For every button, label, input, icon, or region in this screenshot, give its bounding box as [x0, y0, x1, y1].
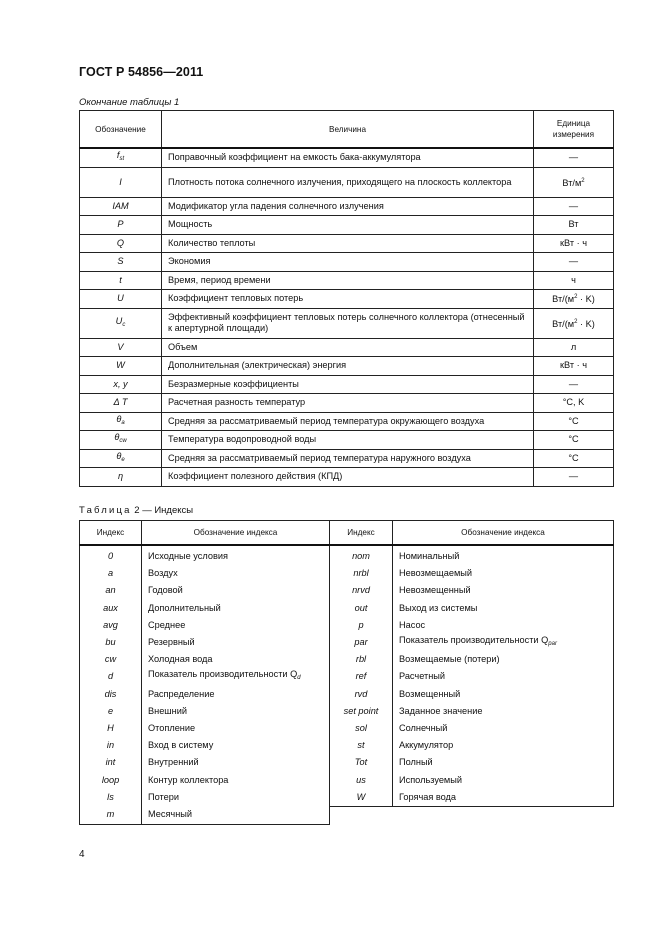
symbol-cell: [80, 253, 162, 272]
index-meaning-text: Среднее: [148, 619, 186, 630]
index-meaning-text: Возмещаемые (потери): [399, 654, 500, 665]
table-row: [80, 449, 614, 468]
symbol-text: P: [117, 219, 124, 230]
index-text: ref: [355, 671, 367, 682]
table-row: [80, 394, 614, 413]
index-meaning-cell-left: [142, 668, 330, 685]
unit-text: °C: [568, 434, 579, 445]
unit-tail: · K): [577, 294, 595, 305]
table-row: [80, 668, 614, 685]
symbol-cell: [80, 234, 162, 253]
symbol-cell: [80, 375, 162, 394]
quantity-cell: Средняя за рассматриваемый период температура наружного воздуха: [162, 449, 534, 468]
symbol-text: t: [119, 274, 122, 285]
table-row: [80, 431, 614, 450]
table-row: [80, 582, 614, 599]
index-cell-left: [80, 737, 142, 754]
index-meaning-subscript: par: [548, 641, 557, 648]
index-meaning-text: Вход в систему: [148, 740, 214, 751]
quantity-cell: Дополнительная (электрическая) энергия: [162, 357, 534, 376]
header-meaning-left: Обозначение индекса: [142, 521, 330, 546]
table-row: [80, 754, 614, 771]
index-meaning-cell-left: [142, 789, 330, 807]
index-text: rbl: [355, 654, 367, 665]
unit-cell: [534, 468, 614, 487]
table-row: [80, 375, 614, 394]
symbol-subscript: a: [121, 419, 125, 426]
symbol-cell: [80, 197, 162, 216]
index-meaning-text: Полный: [399, 757, 433, 768]
index-cell-left: [80, 789, 142, 807]
unit-text: —: [568, 152, 579, 163]
index-text: set point: [343, 705, 379, 716]
index-text: out: [354, 602, 368, 613]
unit-text: кВт · ч: [559, 237, 587, 248]
index-cell-left: [80, 651, 142, 668]
index-meaning-text: Холодная вода: [148, 654, 213, 665]
unit-text: Вт/(м: [552, 318, 575, 329]
index-meaning-text: Месячный: [148, 809, 193, 820]
index-cell-left: [80, 565, 142, 582]
index-text: int: [105, 757, 116, 768]
page-number: 4: [79, 849, 85, 860]
table-row: [80, 234, 614, 253]
index-meaning-cell-left: [142, 600, 330, 617]
index-meaning-text: Внешний: [148, 705, 188, 716]
symbol-cell: [80, 308, 162, 338]
quantity-cell: Время, период времени: [162, 271, 534, 290]
index-meaning-text: Дополнительный: [148, 602, 221, 613]
symbol-cell: [80, 216, 162, 235]
unit-cell: [534, 253, 614, 272]
unit-cell: [534, 375, 614, 394]
index-text: ls: [107, 791, 114, 802]
index-meaning-cell-left: [142, 545, 330, 565]
unit-cell: [534, 449, 614, 468]
index-meaning-cell-left: [142, 754, 330, 771]
index-meaning-cell-right: [393, 545, 614, 565]
index-meaning-cell-left: [142, 582, 330, 599]
unit-cell: [534, 394, 614, 413]
index-meaning-text: Отопление: [148, 722, 196, 733]
quantity-cell: Мощность: [162, 216, 534, 235]
header-symbol: Обозначение: [80, 111, 162, 149]
table-row: [80, 651, 614, 668]
symbol-cell: [80, 412, 162, 431]
index-cell-right: [330, 789, 393, 807]
index-meaning-text: Воздух: [148, 568, 178, 579]
unit-cell: [534, 234, 614, 253]
index-cell-left: [80, 545, 142, 565]
index-text: dis: [104, 688, 117, 699]
quantity-cell: Коэффициент полезного действия (КПД): [162, 468, 534, 487]
index-text: avg: [103, 619, 118, 630]
table-row: [80, 703, 614, 720]
unit-text: Вт/(м: [552, 294, 575, 305]
index-text: aux: [103, 602, 118, 613]
index-text: in: [106, 740, 115, 751]
unit-text: —: [568, 256, 579, 267]
symbol-text: η: [117, 471, 124, 482]
document-title: ГОСТ Р 54856—2011: [79, 65, 204, 79]
index-cell-right: [330, 754, 393, 771]
index-meaning-cell-right: [393, 634, 614, 651]
index-meaning-text: Выход из системы: [399, 602, 478, 613]
symbol-cell: [80, 357, 162, 376]
index-text: st: [357, 740, 365, 751]
symbol-cell: [80, 431, 162, 450]
index-cell-left: [80, 806, 142, 824]
symbol-text: S: [117, 256, 124, 267]
table-row: [80, 216, 614, 235]
index-text: Tot: [354, 757, 368, 768]
unit-text: Вт/м: [562, 177, 582, 188]
symbol-cell: [80, 290, 162, 309]
symbols-table: [79, 110, 614, 487]
symbol-text: θ: [116, 450, 122, 461]
table-row: [80, 197, 614, 216]
quantity-cell: Модификатор угла падения солнечного излучения: [162, 197, 534, 216]
table-row: [80, 148, 614, 167]
index-meaning-cell-right: [393, 617, 614, 634]
index-cell-right: [330, 703, 393, 720]
header-index-left: Индекс: [80, 521, 142, 546]
index-text: nom: [352, 551, 370, 562]
table-row: [80, 253, 614, 272]
table-row: [80, 565, 614, 582]
index-text: nrvd: [352, 585, 370, 596]
index-text: sol: [355, 722, 367, 733]
index-meaning-cell-right: [393, 789, 614, 807]
index-meaning-cell-right: [393, 668, 614, 685]
symbol-text: x, y: [113, 378, 128, 389]
index-meaning-text: Резервный: [148, 637, 195, 648]
table-row: [80, 468, 614, 487]
index-cell-left: [80, 582, 142, 599]
index-cell-right: [330, 651, 393, 668]
table-row: [80, 357, 614, 376]
table-row: [80, 308, 614, 338]
quantity-cell: Коэффициент тепловых потерь: [162, 290, 534, 309]
index-meaning-cell-left: [142, 651, 330, 668]
unit-cell: [534, 167, 614, 197]
table-row: [80, 720, 614, 737]
index-cell-left: [80, 617, 142, 634]
table1-caption: Окончание таблицы 1: [79, 97, 180, 108]
quantity-cell: Объем: [162, 338, 534, 357]
symbol-subscript: c: [122, 321, 126, 328]
unit-text: —: [568, 200, 579, 211]
index-meaning-text: Насос: [399, 619, 426, 630]
symbol-cell: [80, 271, 162, 290]
index-cell-left: [80, 686, 142, 703]
table-row: [80, 545, 614, 565]
index-text: par: [354, 637, 368, 648]
symbol-text: θ: [114, 432, 120, 443]
index-cell-right: [330, 720, 393, 737]
unit-cell: [534, 357, 614, 376]
unit-cell: [534, 271, 614, 290]
index-meaning-cell-right: [393, 703, 614, 720]
table-row: [80, 617, 614, 634]
index-cell-right: [330, 686, 393, 703]
index-meaning-cell-right: [393, 582, 614, 599]
index-meaning-cell-left: [142, 686, 330, 703]
unit-superscript: 2: [581, 177, 585, 184]
index-cell-left: [80, 720, 142, 737]
symbol-text: V: [117, 341, 124, 352]
index-text: e: [107, 705, 114, 716]
index-meaning-cell-right: [393, 600, 614, 617]
quantity-cell: Безразмерные коэффициенты: [162, 375, 534, 394]
table-row: [80, 271, 614, 290]
index-meaning-cell-right: [393, 720, 614, 737]
index-cell-right: [330, 668, 393, 685]
index-meaning-text: Возмещенный: [399, 688, 461, 699]
index-meaning-text: Расчетный: [399, 671, 446, 682]
unit-text: °C, K: [562, 397, 585, 408]
index-text: us: [356, 774, 366, 785]
index-text: cw: [104, 654, 117, 665]
index-meaning-text: Номинальный: [399, 551, 460, 562]
index-meaning-text: Исходные условия: [148, 551, 228, 562]
index-text: d: [107, 671, 114, 682]
quantity-cell: Расчетная разность температур: [162, 394, 534, 413]
quantity-cell: Экономия: [162, 253, 534, 272]
index-text: rvd: [354, 688, 368, 699]
index-cell-right: [330, 806, 393, 824]
table-row: [80, 290, 614, 309]
table-row: [80, 771, 614, 788]
unit-cell: [534, 308, 614, 338]
quantity-cell: Плотность потока солнечного излучения, приходящего на плоскость коллектора: [162, 167, 534, 197]
table-row: [80, 737, 614, 754]
index-text: bu: [105, 637, 116, 648]
table-row: [80, 789, 614, 807]
index-cell-left: [80, 754, 142, 771]
symbol-subscript: cw: [119, 438, 127, 445]
symbol-text: U: [115, 315, 123, 326]
header-meaning-right: Обозначение индекса: [393, 521, 614, 546]
quantity-cell: Средняя за рассматриваемый период температура окружающего воздуха: [162, 412, 534, 431]
symbol-text: Q: [116, 237, 125, 248]
header-quantity: Величина: [162, 111, 534, 149]
table-row: [80, 600, 614, 617]
index-cell-right: [330, 771, 393, 788]
index-meaning-text: Заданное значение: [399, 705, 483, 716]
index-meaning-text: Аккумулятор: [399, 740, 454, 751]
index-text: m: [106, 809, 115, 820]
index-cell-right: [330, 582, 393, 599]
table-row: [80, 686, 614, 703]
quantity-cell: Количество теплоты: [162, 234, 534, 253]
index-meaning-text: Солнечный: [399, 722, 448, 733]
symbol-subscript: st: [119, 156, 125, 163]
index-meaning-cell-right: [393, 686, 614, 703]
index-meaning-text: Невозмещаемый: [399, 568, 472, 579]
symbol-subscript: e: [121, 456, 125, 463]
index-cell-left: [80, 600, 142, 617]
index-cell-right: [330, 565, 393, 582]
symbol-text: θ: [116, 413, 122, 424]
index-meaning-cell-left: [142, 737, 330, 754]
table-row: [80, 338, 614, 357]
unit-cell: [534, 290, 614, 309]
symbol-text: W: [116, 360, 125, 371]
table-row: [80, 412, 614, 431]
table-row: [80, 806, 614, 824]
index-text: nrbl: [353, 568, 369, 579]
quantity-cell: Эффективный коэффициент тепловых потерь солнечного коллектора (отнесенный к апертурной площади): [162, 308, 534, 338]
symbol-cell: [80, 468, 162, 487]
index-cell-right: [330, 737, 393, 754]
symbol-text: U: [117, 293, 124, 304]
index-cell-right: [330, 617, 393, 634]
index-meaning-cell-left: [142, 703, 330, 720]
index-meaning-cell-right: [393, 754, 614, 771]
index-text: loop: [101, 774, 120, 785]
index-text: W: [356, 791, 366, 802]
index-meaning-text: Распределение: [148, 688, 215, 699]
unit-text: Вт: [568, 219, 579, 230]
unit-text: ч: [571, 274, 576, 285]
quantity-cell: Температура водопроводной воды: [162, 431, 534, 450]
unit-cell: [534, 197, 614, 216]
unit-superscript: 2: [574, 294, 578, 301]
symbol-cell: [80, 338, 162, 357]
index-meaning-cell-right: [393, 565, 614, 582]
unit-text: —: [568, 378, 579, 389]
unit-text: л: [570, 341, 577, 352]
index-meaning-text: Используемый: [399, 774, 462, 785]
index-meaning-text: Годовой: [148, 585, 183, 596]
unit-cell: [534, 338, 614, 357]
index-meaning-text: Невозмещенный: [399, 585, 471, 596]
header-unit: Единица измерения: [534, 111, 614, 149]
symbol-text: IAM: [112, 200, 129, 211]
index-meaning-cell-right: [393, 806, 614, 824]
unit-cell: [534, 148, 614, 167]
table2-caption-label: Таблица: [79, 505, 132, 516]
index-cell-left: [80, 771, 142, 788]
index-text: 0: [107, 551, 114, 562]
table2-caption: [79, 505, 193, 516]
index-meaning-cell-left: [142, 634, 330, 651]
index-cell-right: [330, 600, 393, 617]
index-meaning-cell-right: [393, 737, 614, 754]
index-text: H: [107, 722, 114, 733]
index-text: an: [105, 585, 116, 596]
unit-text: °C: [568, 415, 579, 426]
index-meaning-text: Внутренний: [148, 757, 199, 768]
index-meaning-text: Показатель производительности Q: [399, 635, 549, 646]
index-meaning-text: Потери: [148, 791, 179, 802]
index-cell-right: [330, 545, 393, 565]
index-meaning-cell-left: [142, 617, 330, 634]
unit-cell: [534, 216, 614, 235]
index-cell-right: [330, 634, 393, 651]
unit-text: кВт · ч: [559, 360, 587, 371]
unit-cell: [534, 431, 614, 450]
index-meaning-subscript: d: [297, 675, 301, 682]
index-cell-left: [80, 668, 142, 685]
index-cell-left: [80, 703, 142, 720]
index-meaning-cell-left: [142, 720, 330, 737]
symbol-cell: [80, 148, 162, 167]
unit-superscript: 2: [574, 318, 578, 325]
unit-cell: [534, 412, 614, 431]
index-meaning-cell-left: [142, 565, 330, 582]
symbol-cell: [80, 449, 162, 468]
unit-text: —: [568, 471, 579, 482]
index-text: a: [107, 568, 114, 579]
symbol-cell: [80, 394, 162, 413]
index-meaning-cell-right: [393, 651, 614, 668]
index-meaning-cell-left: [142, 771, 330, 788]
index-cell-left: [80, 634, 142, 651]
unit-text: °C: [568, 452, 579, 463]
symbol-cell: [80, 167, 162, 197]
index-meaning-text: Контур коллектора: [148, 774, 229, 785]
index-text: p: [358, 619, 364, 630]
table-row: [80, 634, 614, 651]
symbol-text: Δ T: [113, 397, 128, 408]
index-meaning-text: Показатель производительности Q: [148, 669, 298, 680]
quantity-cell: Поправочный коэффициент на емкость бака-аккумулятора: [162, 148, 534, 167]
unit-tail: · K): [577, 318, 595, 329]
index-meaning-cell-left: [142, 806, 330, 824]
indices-table: [79, 520, 614, 825]
header-index-right: Индекс: [330, 521, 393, 546]
index-meaning-text: Горячая вода: [399, 791, 457, 802]
index-meaning-cell-right: [393, 771, 614, 788]
symbol-text: f: [116, 150, 120, 161]
table2-caption-rest: 2 — Индексы: [134, 505, 194, 516]
table-row: [80, 167, 614, 197]
symbol-text: I: [119, 176, 122, 187]
